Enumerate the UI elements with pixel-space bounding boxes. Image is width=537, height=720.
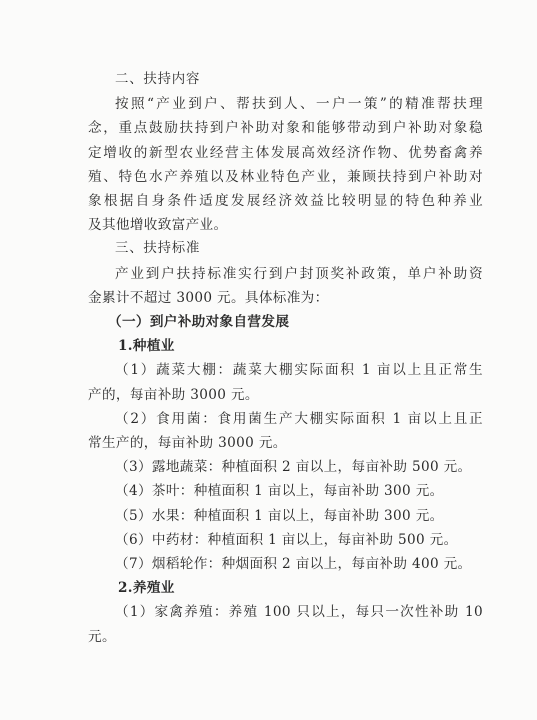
- list-item-line: （6）中药材：种植面积 1 亩以上，每亩补助 500 元。: [115, 531, 458, 548]
- list-item-line: （1）蔬菜大棚：蔬菜大棚实际面积 1 亩以上且正常生: [115, 362, 483, 379]
- paragraph-line: 金累计不超过 3000 元。具体标准为：: [88, 289, 329, 306]
- list-item-line: 元。: [88, 628, 116, 645]
- list-item-line: 常生产的，每亩补助 3000 元。: [88, 435, 287, 452]
- list-item-line: （3）露地蔬菜：种植面积 2 亩以上，每亩补助 500 元。: [115, 459, 472, 476]
- paragraph-line: 念，重点鼓励扶持到户补助对象和能够带动到户补助对象稳: [88, 120, 483, 137]
- category-heading: 1.种植业: [118, 338, 175, 355]
- list-item-line: （2）食用菌：食用菌生产大棚实际面积 1 亩以上且正: [115, 410, 483, 427]
- section-heading-3: 三、扶持标准: [115, 241, 201, 257]
- paragraph-line: 产业到户扶持标准实行到户封顶奖补政策，单户补助资: [115, 265, 483, 282]
- document-body: [88, 68, 483, 649]
- list-item-line: 产的，每亩补助 3000 元。: [88, 386, 259, 403]
- paragraph-line: 定增收的新型农业经营主体发展高效经济作物、优势畜禽养: [88, 144, 483, 161]
- list-item-line: （1）家禽养殖：养殖 100 只以上，每只一次性补助 10: [115, 604, 483, 621]
- paragraph-line: 象根据自身条件适度发展经济效益比较明显的特色种养业: [88, 193, 483, 210]
- paragraph-line: 殖、特色水产养殖以及林业特色产业，兼顾扶持到户补助对: [88, 168, 483, 185]
- subsection-heading: （一）到户补助对象自营发展: [108, 314, 290, 331]
- paragraph-line: 及其他增收致富产业。: [88, 217, 228, 234]
- section-heading-2: 二、扶持内容: [115, 72, 201, 87]
- list-item-line: （5）水果：种植面积 1 亩以上，每亩补助 300 元。: [115, 507, 444, 524]
- paragraph-line: 按照“产业到户、帮扶到人、一户一策”的精准帮扶理: [115, 96, 483, 113]
- list-item-line: （7）烟稻轮作：种烟面积 2 亩以上，每亩补助 400 元。: [115, 556, 472, 573]
- category-heading: 2.养殖业: [118, 580, 175, 597]
- list-item-line: （4）茶叶：种植面积 1 亩以上，每亩补助 300 元。: [115, 483, 444, 500]
